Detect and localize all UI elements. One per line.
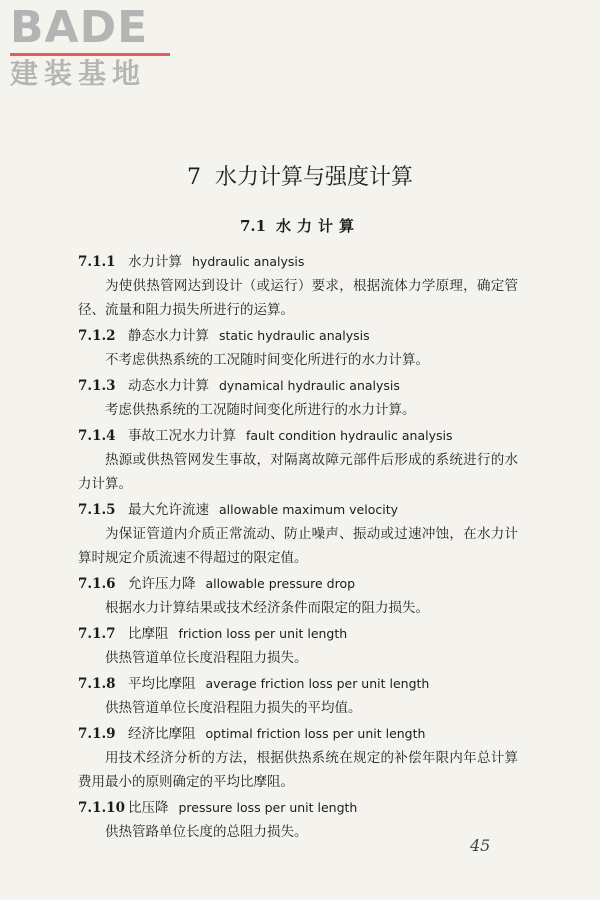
entry-term: 比压降: [128, 800, 169, 816]
entry-term: 平均比摩阻: [128, 676, 196, 692]
term-entry: [78, 424, 518, 496]
entry-heading: [78, 498, 518, 522]
entry-definition: 为使供热管网达到设计（或运行）要求，根据流体力学原理，确定管径、流量和阻力损失所进行的运算。: [78, 278, 518, 318]
term-entry: [78, 672, 518, 720]
entry-english: pressure loss per unit length: [178, 800, 358, 815]
entry-number: 7.1.8: [78, 676, 116, 692]
entry-number: 7.1.5: [78, 502, 116, 518]
entry-english: hydraulic analysis: [192, 254, 305, 269]
entry-definition: 根据水力计算结果或技术经济条件而限定的阻力损失。: [105, 600, 429, 616]
entry-number: 7.1.7: [78, 626, 116, 642]
entry-number: 7.1.3: [78, 378, 116, 394]
term-entry: [78, 250, 518, 322]
entry-heading: [78, 424, 518, 448]
entry-term: 最大允许流速: [128, 502, 209, 518]
entry-heading: [78, 722, 518, 746]
entry-heading: [78, 324, 518, 348]
entry-heading: [78, 672, 518, 696]
page-number: 45: [470, 836, 491, 855]
logo-subtitle: 建装基地: [10, 57, 147, 90]
watermark-logo: [10, 4, 180, 92]
entry-definition: 供热管道单位长度沿程阻力损失的平均值。: [105, 700, 362, 716]
entry-heading: [78, 250, 518, 274]
term-entry: [78, 572, 518, 620]
entry-number: 7.1.1: [78, 254, 116, 270]
entry-term: 静态水力计算: [128, 328, 209, 344]
term-entry: [78, 498, 518, 570]
entry-heading: [78, 374, 518, 398]
entry-definition: 供热管道单位长度沿程阻力损失。: [105, 650, 308, 666]
term-entry: [78, 796, 518, 844]
entry-english: static hydraulic analysis: [219, 328, 370, 343]
chapter-number: 7: [186, 165, 201, 190]
entry-definition: 供热管路单位长度的总阻力损失。: [105, 824, 308, 840]
entry-heading: [78, 796, 518, 820]
entry-definition: 考虑供热系统的工况随时间变化所进行的水力计算。: [105, 402, 416, 418]
entry-english: fault condition hydraulic analysis: [246, 428, 453, 443]
section-name: 水力计算: [276, 217, 361, 235]
entry-heading: [78, 622, 518, 646]
entry-term: 比摩阻: [128, 626, 169, 642]
entry-english: allowable pressure drop: [205, 576, 356, 591]
entry-term: 水力计算: [128, 254, 182, 270]
entry-heading: [78, 572, 518, 596]
entry-definition: 不考虑供热系统的工况随时间变化所进行的水力计算。: [105, 352, 429, 368]
chapter-name: 水力计算与强度计算: [214, 165, 413, 190]
entry-english: dynamical hydraulic analysis: [219, 378, 400, 393]
entry-term: 事故工况水力计算: [128, 428, 236, 444]
term-entries: [78, 250, 518, 846]
entry-number: 7.1.6: [78, 576, 116, 592]
entry-number: 7.1.9: [78, 726, 116, 742]
term-entry: [78, 622, 518, 670]
entry-number: 7.1.4: [78, 428, 116, 444]
logo-wordmark: BADE: [10, 2, 149, 53]
term-entry: [78, 722, 518, 794]
entry-definition: 用技术经济分析的方法，根据供热系统在规定的补偿年限内年总计算费用最小的原则确定的平均比摩阻。: [78, 750, 518, 790]
term-entry: [78, 324, 518, 372]
chapter-title: [0, 163, 600, 193]
entry-number: 7.1.2: [78, 328, 116, 344]
term-entry: [78, 374, 518, 422]
entry-english: friction loss per unit length: [178, 626, 348, 641]
entry-term: 经济比摩阻: [128, 726, 196, 742]
entry-number: 7.1.10: [78, 800, 125, 816]
entry-definition: 热源或供热管网发生事故，对隔离故障元部件后形成的系统进行的水力计算。: [78, 452, 518, 492]
section-number: 7.1: [239, 217, 267, 235]
entry-english: average friction loss per unit length: [205, 676, 430, 691]
entry-definition: 为保证管道内介质正常流动、防止噪声、振动或过速冲蚀，在水力计算时规定介质流速不得超过的限定值。: [78, 526, 518, 566]
section-title: [0, 215, 600, 237]
entry-english: allowable maximum velocity: [219, 502, 399, 517]
entry-term: 允许压力降: [128, 576, 196, 592]
entry-term: 动态水力计算: [128, 378, 209, 394]
entry-english: optimal friction loss per unit length: [205, 726, 426, 741]
